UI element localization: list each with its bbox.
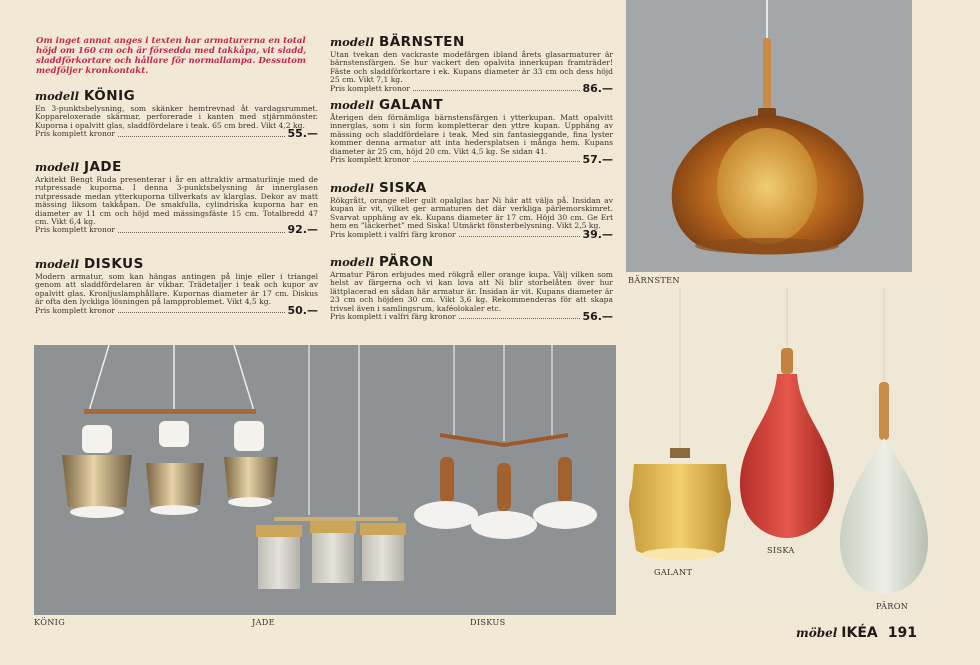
product-description: Armatur Päron erbjudes med rökgrå eller orange kupa. Välj vilken som helst av färgerna och vi kan lova att Ni blir storbelåten över hur lättplacerad en sådan här armatur är. Insidan är vit. Kupans diameter är 23 cm och höjden 30 cm. Vikt 3,6 kg. Rekommenderas för att skapa trivsel även i samlingsrum, kaféolokaler etc.	[330, 270, 613, 313]
product-heading: modell DISKUS	[35, 256, 144, 272]
page-number: 191	[887, 625, 917, 641]
product-description: Återigen den förnämliga bärnstensfärgen i ytterkupan. Matt opalvitt innerglas, som i sin form kompletterar den yttre kupan. Upphäng av mässing och sladdfördelare i teak. Med sin fantasieggande, fina lyster kommer denna armatur att inta hedersplatsen i många hem. Kupans diameter är 25 cm, höjd 20 cm. Vikt 4,5 kg. Se sidan 41.	[330, 113, 613, 156]
caption-siska: SISKA	[767, 545, 795, 555]
lamp-siska	[740, 288, 834, 538]
product-description: Arkitekt Bengt Ruda presenterar i år en attraktiv armaturlinje med de rutpressade kuporna. I denna 3-punktsbelysning är innerglasen rutpressade medan ytterkuporna tillverkats av klarglas. Dekor av matt mässing liksom takkåpan. De smakfulla, cylindriska kuporna har en diameter av 11 cm och höjd med mässingsfäste 15 cm. Totalbredd 47 cm. Vikt 6,4 kg.	[35, 175, 318, 227]
price-value: 50.—	[287, 303, 318, 317]
product-name: BÄRNSTEN	[378, 34, 465, 50]
price-line: Pris komplett kronor 50.—	[35, 303, 318, 317]
caption-paron: PÄRON	[876, 601, 909, 611]
product-name: DISKUS	[83, 256, 144, 272]
price-line: Pris komplett kronor 55.—	[35, 127, 318, 141]
price-value: 92.—	[287, 223, 318, 237]
caption-jade: JADE	[252, 617, 275, 627]
product-siska	[330, 181, 613, 239]
price-line: Pris komplett kronor 86.—	[330, 81, 613, 95]
product-heading: modell PÄRON	[330, 254, 434, 270]
photo-galant-siska-paron	[620, 288, 938, 613]
product-heading: modell KÖNIG	[35, 88, 136, 104]
lamp-diskus	[414, 345, 597, 539]
price-line: Pris komplett i valfri färg kronor 56.—	[330, 310, 613, 324]
product-heading: modell GALANT	[330, 97, 444, 113]
product-galant	[330, 97, 613, 167]
price-value: 86.—	[582, 81, 613, 95]
inner-shade	[717, 128, 817, 244]
product-description: Modern armatur, som kan hängas antingen på linje eller i triangel genom att sladdfördelaren är vikbar. Trädetaljer i teak och kupor av opalvitt glas. Kronljuslamphållare. Kupornas diameter är 17 cm. Diskus är ofta den lyckliga lösningen på lampproblemet. Vikt 4,5 kg.	[35, 272, 318, 307]
product-description: Utan tvekan den vackraste modefärgen ibland årets glasarmaturer är bärnstensfärgen. Se hur vackert den opalvita innerkupan framträder! Fäste och sladdförkortare i ek. Kupans diameter är 33 cm och dess höjd 25 cm. Vikt 7,1 kg.	[330, 50, 613, 85]
product-name: SISKA	[378, 180, 427, 196]
product-name: JADE	[83, 159, 122, 175]
photo-konig-jade-diskus	[34, 345, 616, 615]
product-name: PÄRON	[378, 254, 434, 270]
footer-prefix: möbel	[796, 626, 838, 640]
product-heading: modell JADE	[35, 159, 122, 175]
price-value: 56.—	[582, 310, 613, 324]
caption-diskus: DISKUS	[470, 617, 506, 627]
price-line: Pris komplett kronor 57.—	[330, 153, 613, 167]
price-value: 57.—	[582, 153, 613, 167]
lamp-jade	[256, 345, 406, 589]
lamp-paron	[840, 288, 928, 594]
product-heading: modell SISKA	[330, 180, 427, 196]
lamp-konig	[62, 345, 278, 518]
caption-konig: KÖNIG	[34, 617, 66, 627]
oak-fitting	[763, 38, 771, 110]
lamp-galant	[629, 288, 731, 560]
product-description: En 3-punktsbelysning, som skänker hemtrevnad åt vardagsrummet. Koppareloxerade skärmar, perforerade i kanten med stjärnmönster. Kuporna i opalvitt glas, sladdfördelare i teak. 65 cm bred. Vikt 4,2 kg.	[35, 104, 318, 130]
price-line: Pris komplett kronor 92.—	[35, 223, 318, 237]
product-heading: modell BÄRNSTEN	[330, 34, 465, 50]
product-konig	[35, 89, 318, 139]
caption-barnsten: BÄRNSTEN	[628, 275, 680, 285]
page-footer	[796, 625, 917, 641]
product-description: Rökgrått, orange eller gult opalglas har Ni här att välja på. Insidan av kupan är vit, vilket ger armaturen det där verkliga pärlemorskimret. Svarvat upphäng av ek. Kupans diameter är 17 cm. Höjd 30 cm. Ge Ert hem en ”läckerhet” med Siska! Utmärkt fönsterbelysning. Vikt 2,5 kg.	[330, 196, 613, 231]
photo-barnsten	[626, 0, 912, 272]
product-jade	[35, 160, 318, 235]
brand-logo: IKÉA	[841, 625, 878, 641]
product-paron	[330, 254, 613, 324]
product-name: KÖNIG	[83, 88, 136, 104]
product-barnsten	[330, 35, 613, 93]
caption-galant: GALANT	[654, 567, 693, 577]
product-name: GALANT	[378, 97, 444, 113]
product-diskus	[35, 257, 318, 315]
intro-note: Om inget annat anges i texten har armaturerna en total höjd om 160 cm och är försedda med takkåpa, vit sladd, sladdförkortare och hållare för normallampa. Dessutom medföljer kronkontakt.	[36, 36, 307, 76]
price-value: 55.—	[287, 127, 318, 141]
price-value: 39.—	[582, 227, 613, 241]
price-line: Pris komplett i valfri färg kronor 39.—	[330, 227, 613, 241]
